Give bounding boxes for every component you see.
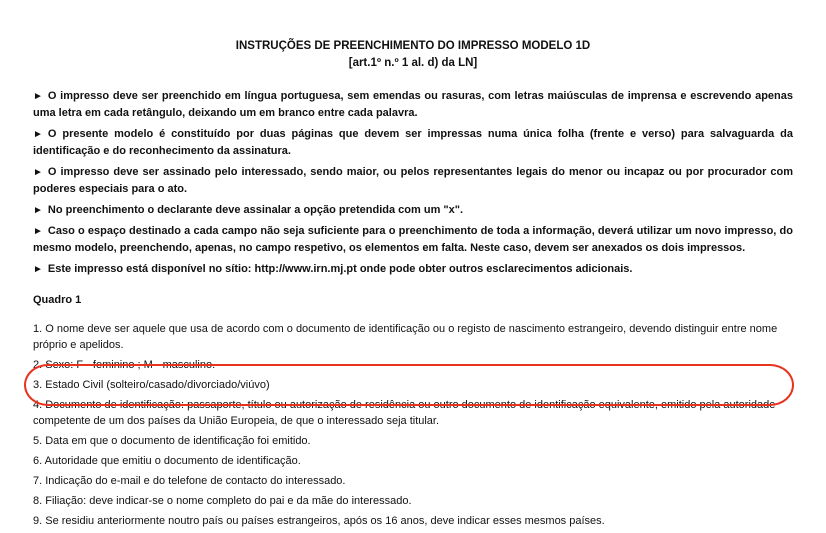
right-pointer-icon: ► xyxy=(33,226,43,237)
document-page xyxy=(33,38,793,533)
instruction-item xyxy=(33,126,793,160)
section-title-quadro-1: Quadro 1 xyxy=(33,294,82,306)
quadro-item-2: 2. Sexo: F - feminino ; M - masculino. xyxy=(33,359,216,371)
instruction-text: O impresso deve ser preenchido em língua portuguesa, sem emendas ou rasuras, com letras maiúsculas de imprensa e escrevendo apenas uma letra em cada retângulo, deixando um em branco entre cada palavra. xyxy=(33,90,793,119)
right-pointer-icon: ► xyxy=(33,167,43,178)
instruction-item xyxy=(33,88,793,122)
quadro-item-6: 6. Autoridade que emitiu o documento de identificação. xyxy=(33,455,301,467)
quadro-item-5: 5. Data em que o documento de identificação foi emitido. xyxy=(33,435,311,447)
right-pointer-icon: ► xyxy=(33,91,43,102)
quadro-item-7: 7. Indicação do e-mail e do telefone de contacto do interessado. xyxy=(33,475,346,487)
document-title: INSTRUÇÕES DE PREENCHIMENTO DO IMPRESSO MODELO 1D xyxy=(235,40,591,52)
quadro-items-list xyxy=(33,321,793,529)
right-pointer-icon: ► xyxy=(33,264,43,275)
quadro-item-4: 4. Documento de identificação: passaporte, título ou autorização de residência ou outro documento de identificação equivalente, emitido pela autoridade competente de um dos países da União Europeia, de que o interessado seja titular. xyxy=(33,399,776,427)
instruction-text: O impresso deve ser assinado pelo interessado, sendo maior, ou pelos representantes legais do menor ou incapaz ou por procurador com poderes especiais para o ato. xyxy=(33,166,793,195)
instruction-text: Este impresso está disponível no sítio: http://www.irn.mj.pt onde pode obter outros esclarecimentos adicionais. xyxy=(47,263,633,275)
right-pointer-icon: ► xyxy=(33,205,43,216)
instruction-text: Caso o espaço destinado a cada campo não seja suficiente para o preenchimento de toda a informação, deverá utilizar um novo impresso, do mesmo modelo, preenchendo, apenas, no campo respetivo, os elementos em falta. Neste caso, devem ser anexados os dois impressos. xyxy=(33,225,793,254)
quadro-item-9: 9. Se residiu anteriormente noutro país ou países estrangeiros, após os 16 anos, deve indicar esses mesmos países. xyxy=(33,515,605,527)
instruction-item xyxy=(33,223,793,257)
instruction-item xyxy=(33,202,793,219)
instruction-text: O presente modelo é constituído por duas páginas que devem ser impressas numa única folha (frente e verso) para salvaguarda da identificação e do reconhecimento da assinatura. xyxy=(33,128,793,157)
quadro-item-1: 1. O nome deve ser aquele que usa de acordo com o documento de identificação ou o registo de nascimento estrangeiro, devendo distinguir entre nome próprio e apelidos. xyxy=(33,323,778,351)
instruction-text: No preenchimento o declarante deve assinalar a opção pretendida com um "x". xyxy=(47,204,464,216)
quadro-item-3: 3. Estado Civil (solteiro/casado/divorciado/viúvo) xyxy=(33,379,270,391)
instruction-item xyxy=(33,261,793,278)
instructions-list xyxy=(33,88,793,278)
instruction-item xyxy=(33,164,793,198)
quadro-item-8: 8. Filiação: deve indicar-se o nome completo do pai e da mãe do interessado. xyxy=(33,495,412,507)
document-subtitle: [art.1º n.º 1 al. d) da LN] xyxy=(348,57,478,69)
right-pointer-icon: ► xyxy=(33,129,43,140)
